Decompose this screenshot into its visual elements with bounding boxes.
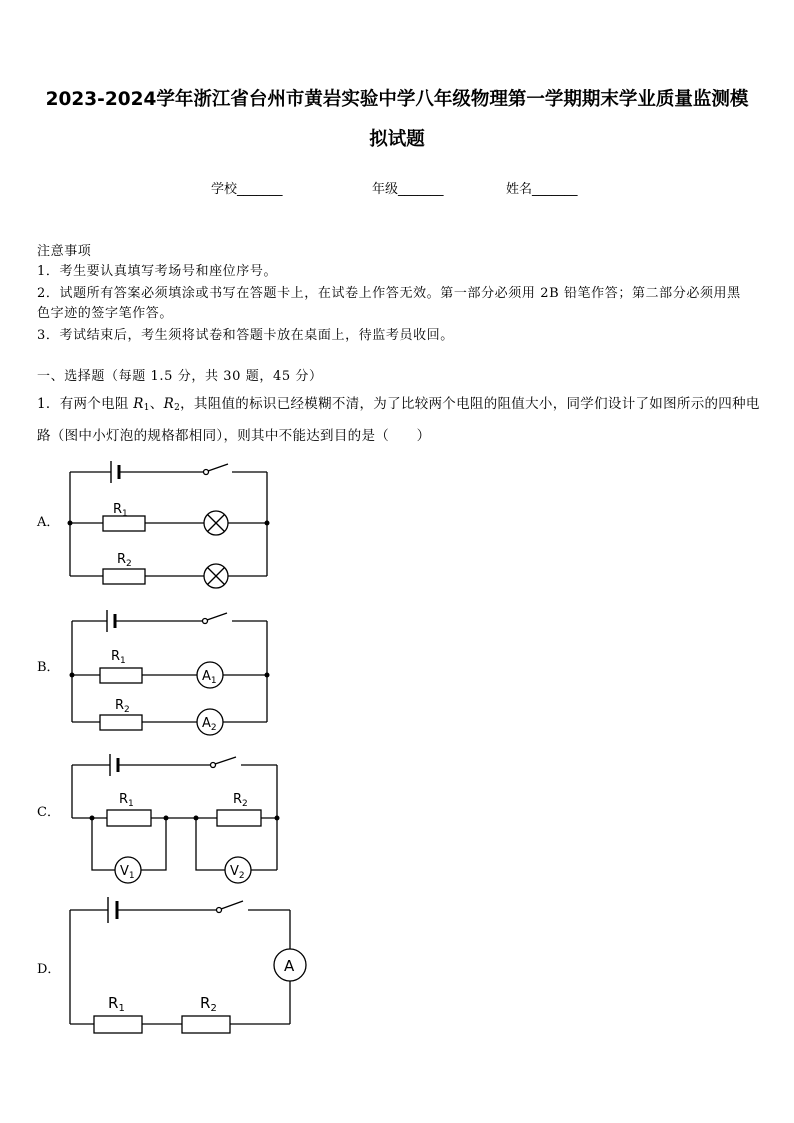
- circuit-a: [68, 461, 270, 588]
- junction-dot: [194, 816, 199, 821]
- junction-dot: [275, 816, 280, 821]
- section-heading: 一、选择题（每题 1.5 分，共 30 题，45 分）: [37, 369, 323, 384]
- switch-icon: [211, 757, 237, 768]
- label-r1: R1: [108, 994, 125, 1014]
- junction-dot: [164, 816, 169, 821]
- resistor-r1: [94, 1016, 142, 1033]
- notice-line-1: 1．考生要认真填写考场号和座位序号。: [37, 264, 278, 279]
- battery-icon: [108, 897, 117, 923]
- question-number: 1．: [37, 396, 60, 412]
- resistor-r2: [103, 569, 145, 584]
- resistor-sub-2: 2: [174, 403, 181, 413]
- label-a1: A1: [202, 669, 217, 686]
- lamp-icon: [204, 564, 228, 588]
- notice-line-2: 2．试题所有答案必须填涂或书写在答题卡上，在试卷上作答无效。第一部分必须用 2B 铅笔作答；第二部分必须用黑: [37, 286, 741, 301]
- label-r1: R1: [113, 502, 128, 519]
- option-c-label[interactable]: C．: [37, 805, 60, 820]
- question-line-1-rest: ，其阻值的标识已经模糊不清，为了比较两个电阻的阻值大小，同学们设计了如图所示的四种电: [180, 396, 760, 412]
- battery-icon: [111, 461, 119, 483]
- label-r1: R1: [111, 649, 126, 666]
- junction-dot: [265, 673, 270, 678]
- junction-dot: [90, 816, 95, 821]
- resistor-separator: 、: [149, 396, 164, 412]
- lamp-icon: [204, 511, 228, 535]
- option-d-label[interactable]: D．: [37, 962, 61, 977]
- resistor-r1: [100, 668, 142, 683]
- switch-icon: [217, 901, 244, 913]
- switch-icon: [203, 613, 228, 624]
- switch-icon: [204, 464, 229, 475]
- resistor-symbol-1: R: [133, 396, 144, 412]
- resistor-sub-1: 1: [143, 403, 150, 413]
- resistor-r2: [182, 1016, 230, 1033]
- label-v2: V2: [230, 864, 245, 881]
- question-1-line-1: [37, 395, 760, 413]
- notice-line-3: 色字迹的签字笔作答。: [37, 306, 174, 321]
- junction-dot: [265, 521, 270, 526]
- label-r2: R2: [233, 792, 248, 809]
- resistor-symbol-2: R: [163, 396, 175, 412]
- label-a: A: [284, 957, 295, 975]
- circuit-b: [70, 610, 270, 735]
- junction-dot: [70, 673, 75, 678]
- option-b-label[interactable]: B．: [37, 660, 60, 675]
- option-a-label[interactable]: A．: [37, 515, 60, 530]
- label-r2: R2: [200, 994, 217, 1014]
- label-r2: R2: [115, 698, 130, 715]
- resistor-r2: [217, 810, 261, 826]
- battery-icon: [110, 754, 118, 776]
- junction-dot: [68, 521, 73, 526]
- question-1-line-2: 路（图中小灯泡的规格都相同），则其中不能达到目的是（ ）: [37, 428, 431, 444]
- notice-line-4: 3．考试结束后，考生须将试卷和答题卡放在桌面上，待监考员收回。: [37, 328, 454, 343]
- resistor-r2: [100, 715, 142, 730]
- exam-title-line-2: 拟试题: [369, 129, 425, 150]
- notice-heading: 注意事项: [37, 244, 92, 259]
- circuit-d-wires: [70, 910, 290, 1024]
- school-field: 学校_______: [211, 182, 283, 197]
- grade-field: 年级_______: [372, 182, 444, 197]
- exam-title-line-1: 2023-2024学年浙江省台州市黄岩实验中学八年级物理第一学期期末学业质量监测模: [45, 89, 749, 110]
- name-field: 姓名_______: [506, 182, 578, 197]
- circuit-a-wires: [70, 472, 267, 576]
- battery-icon: [107, 610, 115, 632]
- circuit-diagrams: [0, 440, 330, 1050]
- circuit-d: [70, 897, 306, 1033]
- label-r2: R2: [117, 552, 132, 569]
- label-r1: R1: [119, 792, 134, 809]
- circuit-c: [72, 754, 280, 883]
- label-v1: V1: [120, 864, 135, 881]
- resistor-r1: [107, 810, 151, 826]
- question-intro: 有两个电阻: [59, 396, 134, 412]
- label-a2: A2: [202, 716, 217, 733]
